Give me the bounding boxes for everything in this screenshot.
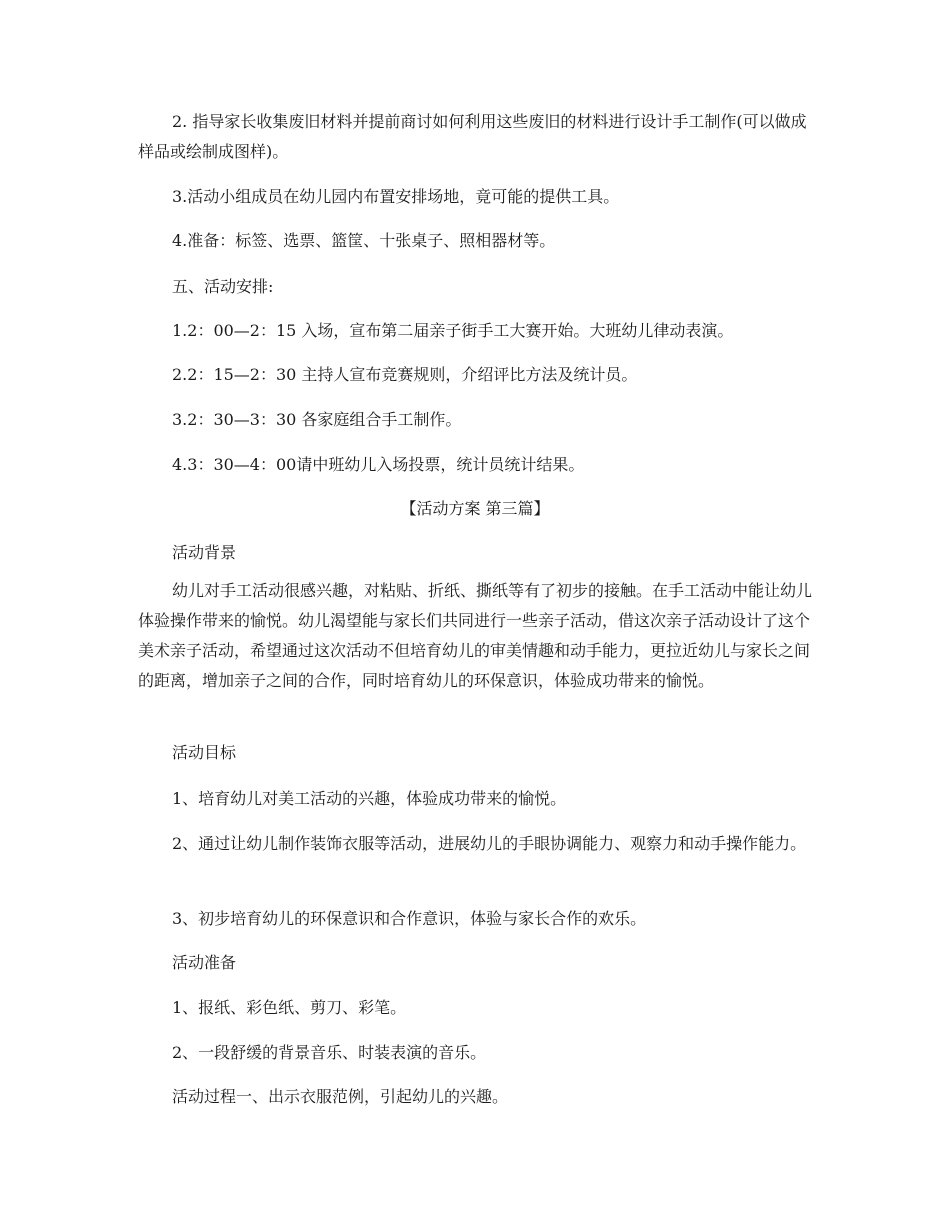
process-step-1: 活动过程一、出示衣服范例，引起幼儿的兴趣。: [172, 1087, 509, 1106]
heading-background: 活动背景: [172, 543, 237, 562]
paragraph-prep-3: 3.活动小组成员在幼儿园内布置安排场地，竟可能的提供工具。: [172, 187, 620, 206]
paragraph-background: 幼儿对手工活动很感兴趣，对粘贴、折纸、撕纸等有了初步的接触。在手工活动中能让幼儿体验操作带来的愉悦。幼儿渴望能与家长们共同进行一些亲子活动，借这次亲子活动设计了这个美术亲子活动，希望通过这次活动不但培育幼儿的审美情趣和动手能力，更拉近幼儿与家长之间的距离，增加亲子之间的合作，同时培育幼儿的环保意识，体验成功带来的愉悦。: [138, 581, 813, 690]
prep-item-2: 2、一段舒缓的背景音乐、时装表演的音乐。: [172, 1043, 487, 1062]
goal-item-1: 1、培育幼儿对美工活动的兴趣，体验成功带来的愉悦。: [172, 789, 567, 808]
goal-item-2: 2、通过让幼儿制作装饰衣服等活动，进展幼儿的手眼协调能力、观察力和动手操作能力。: [172, 834, 807, 853]
heading-goals: 活动目标: [172, 743, 237, 762]
prep-item-1: 1、报纸、彩色纸、剪刀、彩笔。: [172, 998, 407, 1017]
heading-preparation: 活动准备: [172, 953, 237, 972]
section-title-third: 【活动方案 第三篇】: [400, 499, 550, 518]
schedule-item-2: 2.2：15—2：30 主持人宣布竞赛规则，介绍评比方法及统计员。: [172, 365, 638, 384]
goal-item-3: 3、初步培育幼儿的环保意识和合作意识，体验与家长合作的欢乐。: [172, 909, 647, 928]
paragraph-prep-4: 4.准备：标签、选票、篮筐、十张桌子、照相器材等。: [172, 231, 556, 250]
schedule-item-1: 1.2：00—2：15 入场，宣布第二届亲子街手工大赛开始。大班幼儿律动表演。: [172, 321, 734, 340]
schedule-item-3: 3.2：30—3：30 各家庭组合手工制作。: [172, 410, 462, 429]
paragraph-prep-2: 2. 指导家长收集废旧材料并提前商讨如何利用这些废旧的材料进行设计手工制作(可以做成样品或绘制成图样)。: [138, 112, 807, 161]
section-heading-schedule: 五、活动安排:: [172, 277, 274, 296]
schedule-item-4: 4.3：30—4：00请中班幼儿入场投票，统计员统计结果。: [172, 455, 585, 474]
